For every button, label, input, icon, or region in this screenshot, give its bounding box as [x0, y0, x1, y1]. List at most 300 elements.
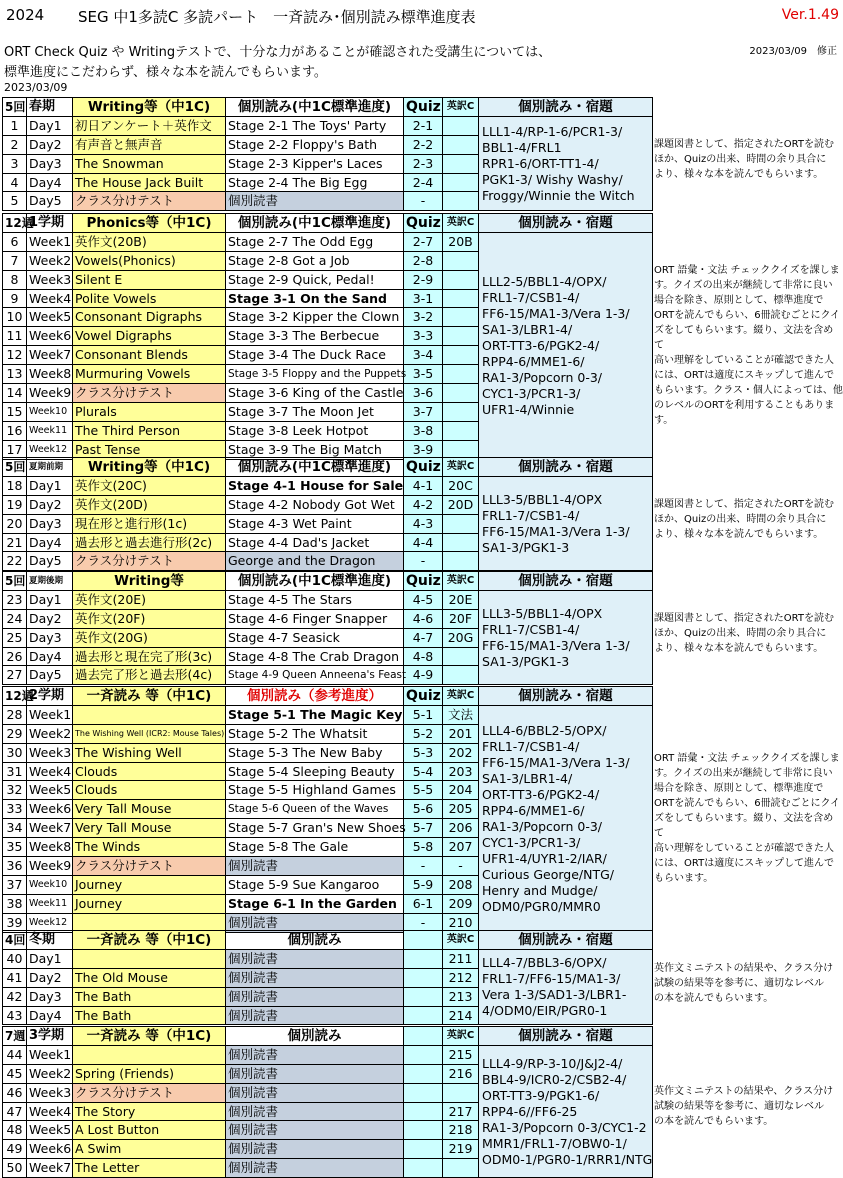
graded-reader: 個別読書	[226, 968, 404, 987]
writing-topic: A Swim	[73, 1140, 226, 1159]
graded-reader: Stage 2-4 The Big Egg	[226, 173, 404, 192]
writing-column-header: Writing等（中1C)	[73, 458, 226, 477]
graded-reader: Stage 4-2 Nobody Got Wet	[226, 495, 404, 514]
graded-reader: 個別読書	[226, 1102, 404, 1121]
translation-code	[443, 135, 479, 154]
writing-topic: 英作文(20G)	[73, 628, 226, 647]
lesson-number: 5	[3, 192, 27, 211]
graded-reader: Stage 4-1 House for Sale	[226, 476, 404, 495]
lesson-number: 32	[3, 781, 27, 800]
graded-reader: Stage 3-1 On the Sand	[226, 289, 404, 308]
translation-code: 211	[443, 949, 479, 968]
lesson-day: Week11	[27, 421, 73, 440]
quiz-code	[404, 1045, 443, 1064]
lesson-day: Week7	[27, 346, 73, 365]
graded-reader: Stage 5-7 Gran's New Shoes	[226, 819, 404, 838]
quiz-code: 5-4	[404, 762, 443, 781]
translation-code	[443, 346, 479, 365]
translation-code: 20D	[443, 495, 479, 514]
term-label: 1学期	[27, 214, 73, 233]
lesson-number: 3	[3, 154, 27, 173]
book-series-line: LLL4-6/BBL2-5/OPX/	[482, 722, 607, 738]
lesson-number: 10	[3, 308, 27, 327]
section-note: 課題図書として、指定されたORTを読む ほか、Quizの出来、時間の余り具合に より、様々な本を読んでもらいます。	[654, 499, 834, 541]
quiz-code: 4-2	[404, 495, 443, 514]
lesson-number: 30	[3, 743, 27, 762]
translation-code: 206	[443, 819, 479, 838]
lesson-day: Day2	[27, 609, 73, 628]
lesson-day: Week9	[27, 857, 73, 876]
lesson-number: 6	[3, 232, 27, 251]
translation-column-header: 英訳C	[443, 572, 479, 591]
lesson-number: 22	[3, 552, 27, 571]
lesson-day: Week1	[27, 1045, 73, 1064]
quiz-code	[404, 1121, 443, 1140]
book-series-line: UFR1-4/Winnie	[482, 401, 575, 417]
quiz-code: 3-3	[404, 327, 443, 346]
quiz-code: 4-4	[404, 533, 443, 552]
quiz-code: 2-4	[404, 173, 443, 192]
quiz-code: 3-9	[404, 440, 443, 459]
lesson-day: Day1	[27, 590, 73, 609]
translation-code: 219	[443, 1140, 479, 1159]
page-header	[0, 0, 843, 97]
books-column-header: 個別読み・宿題	[479, 214, 653, 233]
book-series-line: SA1-3/LBR1-4/	[482, 321, 573, 337]
book-series-line: ORT-TT3-6/PGK2-4/	[482, 337, 600, 353]
graded-reader: Stage 2-2 Floppy's Bath	[226, 135, 404, 154]
lesson-day: Day4	[27, 173, 73, 192]
lesson-day: Week6	[27, 327, 73, 346]
table-row	[3, 1045, 653, 1064]
quiz-code: 5-2	[404, 724, 443, 743]
book-series-line: SA1-3/LBR1-4/	[482, 770, 573, 786]
translation-column-header: 英訳C	[443, 98, 479, 117]
writing-topic: 英作文(20C)	[73, 476, 226, 495]
translation-code	[443, 666, 479, 685]
session-count: 7週	[3, 1027, 27, 1046]
translation-code: 202	[443, 743, 479, 762]
table-row	[3, 949, 653, 968]
book-series-line: LLL4-9/RP-3-10/J&J2-4/	[482, 1055, 623, 1071]
translation-code	[443, 365, 479, 384]
translation-code: 204	[443, 781, 479, 800]
quiz-code: 2-9	[404, 270, 443, 289]
graded-reader: Stage 4-9 Queen Anneena's Feast	[226, 666, 404, 685]
lesson-day: Week2	[27, 1064, 73, 1083]
quiz-column-header: Quiz	[404, 458, 443, 477]
writing-topic: Journey	[73, 894, 226, 913]
graded-reader: Stage 3-4 The Duck Race	[226, 346, 404, 365]
homework-books-list	[479, 705, 653, 932]
writing-topic: Clouds	[73, 781, 226, 800]
lesson-day: Week7	[27, 1159, 73, 1178]
book-series-line: MMR1/FRL1-7/OBW0-1/	[482, 1135, 627, 1151]
quiz-code: 6-1	[404, 894, 443, 913]
graded-reader: Stage 6-1 In the Garden	[226, 894, 404, 913]
quiz-code	[404, 987, 443, 1006]
writing-topic: 有声音と無声音	[73, 135, 226, 154]
book-series-line: FF6-15/MA1-3/Vera 1-3/	[482, 523, 630, 539]
graded-reader: George and the Dragon	[226, 552, 404, 571]
lesson-number: 33	[3, 800, 27, 819]
book-series-line: ORT-TT3-9/PGK1-6/	[482, 1087, 600, 1103]
section-header-row	[3, 458, 653, 477]
section-header-row	[3, 572, 653, 591]
book-series-line: FF6-15/MA1-3/Vera 1-3/	[482, 305, 630, 321]
lesson-number: 50	[3, 1159, 27, 1178]
writing-topic: Consonant Digraphs	[73, 308, 226, 327]
homework-books-list	[479, 232, 653, 459]
book-series-line: LLL2-5/BBL1-4/OPX/	[482, 273, 607, 289]
lesson-number: 35	[3, 838, 27, 857]
lesson-day: Week4	[27, 1102, 73, 1121]
writing-topic: Vowel Digraphs	[73, 327, 226, 346]
translation-code	[443, 514, 479, 533]
graded-reading-header: 個別読み（参考進度）	[226, 687, 404, 706]
lesson-day: Day5	[27, 666, 73, 685]
writing-topic: The Third Person	[73, 421, 226, 440]
lesson-number: 20	[3, 514, 27, 533]
writing-topic: Journey	[73, 875, 226, 894]
lesson-number: 25	[3, 628, 27, 647]
lesson-day: Day1	[27, 476, 73, 495]
quiz-code: 5-7	[404, 819, 443, 838]
session-count: 5回	[3, 98, 27, 117]
lesson-number: 11	[3, 327, 27, 346]
writing-column-header: 一斉読み 等（中1C)	[73, 687, 226, 706]
translation-code: 213	[443, 987, 479, 1006]
book-series-line: FRL1-7/CSB1-4/	[482, 507, 580, 523]
quiz-code: 2-1	[404, 116, 443, 135]
graded-reader: Stage 5-5 Highland Games	[226, 781, 404, 800]
lesson-day: Week5	[27, 308, 73, 327]
lesson-number: 12	[3, 346, 27, 365]
book-series-line: UFR1-4/UYR1-2/IAR/	[482, 850, 607, 866]
writing-topic	[73, 705, 226, 724]
table-row	[3, 116, 653, 135]
quiz-code: 3-2	[404, 308, 443, 327]
homework-books-list	[479, 116, 653, 210]
graded-reader: Stage 5-4 Sleeping Beauty	[226, 762, 404, 781]
graded-reading-header: 個別読み(中1C標準進度)	[226, 214, 404, 233]
book-series-line: RA1-3/Popcorn 0-3/	[482, 818, 602, 834]
quiz-code: 5-6	[404, 800, 443, 819]
quiz-code: 4-7	[404, 628, 443, 647]
translation-code: 203	[443, 762, 479, 781]
lesson-day: Week2	[27, 251, 73, 270]
translation-code: 212	[443, 968, 479, 987]
books-column-header: 個別読み・宿題	[479, 931, 653, 950]
lesson-day: Week7	[27, 819, 73, 838]
quiz-code	[404, 1102, 443, 1121]
section-header-row	[3, 687, 653, 706]
book-series-line: FF6-15/MA1-3/Vera 1-3/	[482, 637, 630, 653]
lesson-day: Week11	[27, 894, 73, 913]
translation-code: 217	[443, 1102, 479, 1121]
schedule-section-2	[2, 213, 653, 460]
lesson-day: Week6	[27, 1140, 73, 1159]
homework-books-list	[479, 590, 653, 684]
session-count: 5回	[3, 458, 27, 477]
schedule-section-7	[2, 1026, 653, 1178]
translation-code	[443, 289, 479, 308]
writing-topic: クラス分けテスト	[73, 552, 226, 571]
lesson-number: 18	[3, 476, 27, 495]
quiz-code: 4-5	[404, 590, 443, 609]
lesson-number: 17	[3, 440, 27, 459]
graded-reader: Stage 3-5 Floppy and the Puppets	[226, 365, 404, 384]
writing-topic: クラス分けテスト	[73, 384, 226, 403]
translation-code: 20E	[443, 590, 479, 609]
book-series-line: Froggy/Winnie the Witch	[482, 187, 635, 203]
quiz-code: 5-3	[404, 743, 443, 762]
lesson-day: Week4	[27, 762, 73, 781]
quiz-code	[404, 949, 443, 968]
section-note: 課題図書として、指定されたORTを読む ほか、Quizの出来、時間の余り具合に より、様々な本を読んでもらいます。	[654, 613, 834, 655]
lesson-day: Week6	[27, 800, 73, 819]
graded-reader: 個別読書	[226, 987, 404, 1006]
lesson-number: 28	[3, 705, 27, 724]
book-series-line: LLL3-5/BBL1-4/OPX	[482, 491, 603, 507]
lesson-number: 1	[3, 116, 27, 135]
lesson-day: Day4	[27, 533, 73, 552]
lesson-number: 2	[3, 135, 27, 154]
quiz-code	[404, 1159, 443, 1178]
lesson-day: Day2	[27, 968, 73, 987]
translation-code: 201	[443, 724, 479, 743]
version-label: Ver.1.49	[781, 7, 839, 23]
translation-code	[443, 154, 479, 173]
translation-code: 216	[443, 1064, 479, 1083]
translation-code	[443, 327, 479, 346]
quiz-code: 5-9	[404, 875, 443, 894]
writing-topic: Consonant Blends	[73, 346, 226, 365]
book-series-line: 4/ODM0/EIR/PGR0-1	[482, 1003, 608, 1019]
lesson-day: Week5	[27, 1121, 73, 1140]
writing-topic: Silent E	[73, 270, 226, 289]
writing-topic: 現在形と進行形(1c)	[73, 514, 226, 533]
quiz-code: 5-5	[404, 781, 443, 800]
schedule-section-3	[2, 457, 653, 571]
writing-topic: Vowels(Phonics)	[73, 251, 226, 270]
lesson-number: 16	[3, 421, 27, 440]
lesson-day: Week1	[27, 232, 73, 251]
book-series-line: SA1-3/PGK1-3	[482, 539, 570, 555]
table-row	[3, 590, 653, 609]
graded-reading-header: 個別読み	[226, 931, 404, 950]
graded-reader: 個別読書	[226, 1140, 404, 1159]
books-column-header: 個別読み・宿題	[479, 98, 653, 117]
quiz-code: -	[404, 192, 443, 211]
term-label: 夏期後期	[27, 572, 73, 591]
lesson-number: 34	[3, 819, 27, 838]
quiz-column-header: Quiz	[404, 572, 443, 591]
writing-topic: A Lost Button	[73, 1121, 226, 1140]
book-series-line: CYC1-3/PCR1-3/	[482, 385, 581, 401]
translation-code: 208	[443, 875, 479, 894]
writing-topic: 英作文(20B)	[73, 232, 226, 251]
book-series-line: FRL1-7/CSB1-4/	[482, 738, 580, 754]
session-count: 4回	[3, 931, 27, 950]
lesson-number: 29	[3, 724, 27, 743]
book-series-line: RPR1-6/ORT-TT1-4/	[482, 155, 599, 171]
book-series-line: FRL1-7/CSB1-4/	[482, 621, 580, 637]
lesson-day: Week3	[27, 743, 73, 762]
homework-books-list	[479, 949, 653, 1025]
quiz-code: 4-6	[404, 609, 443, 628]
lesson-number: 47	[3, 1102, 27, 1121]
book-series-line: LLL1-4/RP-1-6/PCR1-3/	[482, 123, 623, 139]
graded-reader: 個別読書	[226, 1121, 404, 1140]
book-series-line: ORT-TT3-6/PGK2-4/	[482, 786, 600, 802]
writing-topic: Very Tall Mouse	[73, 800, 226, 819]
writing-topic: Spring (Friends)	[73, 1064, 226, 1083]
translation-code	[443, 647, 479, 666]
lesson-day: Week3	[27, 270, 73, 289]
lesson-day: Week10	[27, 875, 73, 894]
writing-topic: The Old Mouse	[73, 968, 226, 987]
translation-code	[443, 402, 479, 421]
graded-reader: Stage 3-7 The Moon Jet	[226, 402, 404, 421]
graded-reader: Stage 2-8 Got a Job	[226, 251, 404, 270]
writing-topic: 過去形と過去進行形(2c)	[73, 533, 226, 552]
quiz-code	[404, 968, 443, 987]
lesson-number: 13	[3, 365, 27, 384]
book-series-line: RPP4-6/MME1-6/	[482, 802, 585, 818]
books-column-header: 個別読み・宿題	[479, 458, 653, 477]
graded-reader: 個別読書	[226, 913, 404, 932]
graded-reader: Stage 2-3 Kipper's Laces	[226, 154, 404, 173]
lesson-number: 23	[3, 590, 27, 609]
quiz-code: 3-8	[404, 421, 443, 440]
section-header-row	[3, 214, 653, 233]
graded-reader: 個別読書	[226, 192, 404, 211]
writing-topic: The Wishing Well	[73, 743, 226, 762]
book-series-line: FRL1-7/FF6-15/MA1-3/	[482, 971, 621, 987]
quiz-code: 3-1	[404, 289, 443, 308]
translation-code: 20F	[443, 609, 479, 628]
table-row	[3, 476, 653, 495]
graded-reader: Stage 3-6 King of the Castle	[226, 384, 404, 403]
graded-reader: 個別読書	[226, 949, 404, 968]
quiz-code: 3-6	[404, 384, 443, 403]
lesson-day: Day4	[27, 647, 73, 666]
writing-topic: Past Tense	[73, 440, 226, 459]
quiz-code: 2-7	[404, 232, 443, 251]
quiz-code: 5-8	[404, 838, 443, 857]
quiz-code	[404, 1083, 443, 1102]
graded-reading-header: 個別読み(中1C標準進度)	[226, 572, 404, 591]
schedule-section-5	[2, 686, 653, 933]
lesson-number: 37	[3, 875, 27, 894]
graded-reader: Stage 4-6 Finger Snapper	[226, 609, 404, 628]
lesson-number: 15	[3, 402, 27, 421]
writing-topic: クラス分けテスト	[73, 857, 226, 876]
lesson-day: Day3	[27, 514, 73, 533]
session-count: 12週	[3, 687, 27, 706]
quiz-code	[404, 1140, 443, 1159]
lesson-day: Day5	[27, 192, 73, 211]
section-note: 英作文ミニテストの結果や、クラス分け 試験の結果等を参考に、適切なレベル の本を読んでもらいます。	[654, 963, 834, 1005]
translation-code: 209	[443, 894, 479, 913]
quiz-code: 3-4	[404, 346, 443, 365]
graded-reader: 個別読書	[226, 1083, 404, 1102]
lesson-number: 42	[3, 987, 27, 1006]
graded-reader: Stage 4-8 The Crab Dragon	[226, 647, 404, 666]
quiz-column-header	[404, 931, 443, 950]
lesson-number: 19	[3, 495, 27, 514]
intro-line-1: ORT Check Quiz や Writingテストで、十分な力があることが確認された受講生については、	[4, 45, 552, 60]
lesson-day: Day5	[27, 552, 73, 571]
document-date: 2023/03/09	[4, 81, 68, 94]
writing-topic: 初日アンケート＋英作文	[73, 116, 226, 135]
section-header-row	[3, 1027, 653, 1046]
lesson-number: 8	[3, 270, 27, 289]
book-series-line: RPP4-6/MME1-6/	[482, 353, 585, 369]
quiz-code: 3-7	[404, 402, 443, 421]
writing-topic: Very Tall Mouse	[73, 819, 226, 838]
lesson-number: 31	[3, 762, 27, 781]
writing-topic: 過去形と現在完了形(3c)	[73, 647, 226, 666]
lesson-day: Day1	[27, 116, 73, 135]
book-series-line: FF6-15/MA1-3/Vera 1-3/	[482, 754, 630, 770]
book-series-line: LLL3-5/BBL1-4/OPX	[482, 605, 603, 621]
lesson-day: Day3	[27, 987, 73, 1006]
graded-reader: Stage 5-8 The Gale	[226, 838, 404, 857]
graded-reader: Stage 3-2 Kipper the Clown	[226, 308, 404, 327]
writing-topic: The Story	[73, 1102, 226, 1121]
book-series-line: BBL1-4/FRL1	[482, 139, 562, 155]
writing-topic: 英作文(20F)	[73, 609, 226, 628]
books-column-header: 個別読み・宿題	[479, 1027, 653, 1046]
translation-code	[443, 1083, 479, 1102]
book-series-line: Vera 1-3/SAD1-3/LBR1-	[482, 987, 627, 1003]
term-label: 春期	[27, 98, 73, 117]
lesson-day: Week12	[27, 913, 73, 932]
writing-topic: The House Jack Built	[73, 173, 226, 192]
quiz-code: -	[404, 913, 443, 932]
document-title: SEG 中1多読C 多読パート 一斉読み･個別読み標準進度表	[78, 8, 476, 26]
lesson-number: 7	[3, 251, 27, 270]
translation-code: 218	[443, 1121, 479, 1140]
translation-code: 205	[443, 800, 479, 819]
lesson-number: 41	[3, 968, 27, 987]
lesson-number: 43	[3, 1006, 27, 1025]
graded-reader: Stage 4-3 Wet Paint	[226, 514, 404, 533]
writing-column-header: Writing等（中1C)	[73, 98, 226, 117]
translation-code: 20G	[443, 628, 479, 647]
translation-code	[443, 384, 479, 403]
translation-code	[443, 116, 479, 135]
table-row	[3, 232, 653, 251]
quiz-code	[404, 1006, 443, 1025]
writing-topic: 英作文(20E)	[73, 590, 226, 609]
graded-reading-header: 個別読み(中1C標準進度)	[226, 458, 404, 477]
graded-reader: Stage 4-7 Seasick	[226, 628, 404, 647]
lesson-number: 44	[3, 1045, 27, 1064]
quiz-code: -	[404, 857, 443, 876]
book-series-line: Curious George/NTG/	[482, 866, 614, 882]
book-series-line: ODM0/PGR0/MMR0	[482, 898, 601, 914]
quiz-code	[404, 1064, 443, 1083]
book-series-line: ODM0-1/PGR0-1/RRR1/NTG	[482, 1151, 653, 1167]
writing-column-header: Phonics等（中1C)	[73, 214, 226, 233]
term-label: 夏期前期	[27, 458, 73, 477]
lesson-day: Week9	[27, 384, 73, 403]
term-label: 冬期	[27, 931, 73, 950]
writing-column-header: 一斉読み 等（中1C)	[73, 1027, 226, 1046]
